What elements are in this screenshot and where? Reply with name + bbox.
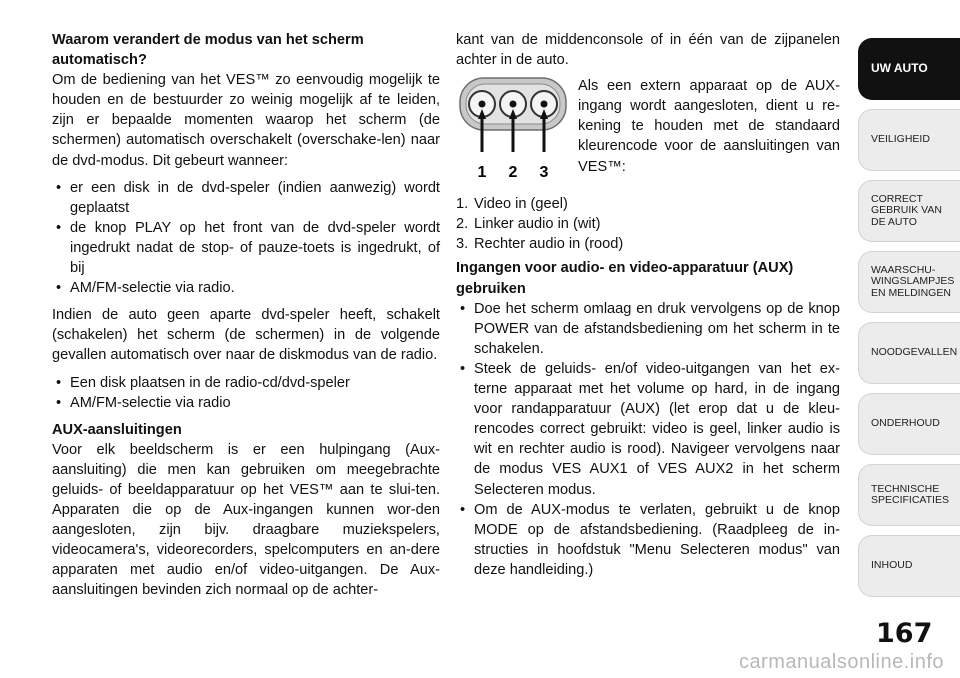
list-item: • Een disk plaatsen in de radio-cd/dvd-speler <box>52 373 440 393</box>
tab-waarschuwingslampjes[interactable]: WAARSCHU- WINGSLAMPJES EN MELDINGEN <box>858 251 960 313</box>
figure-caption-text: Als een extern apparaat op de AUX-ingang wordt aangesloten, dient u re-kening te houden met de standaard kleurencode voor de aansluitingen van VES™: <box>578 78 840 175</box>
tab-noodgevallen[interactable]: NOODGEVALLEN <box>858 322 960 384</box>
bullet-list-aux-usage <box>456 299 840 580</box>
watermark: carmanualsonline.info <box>738 651 944 673</box>
section-heading-mode-change: Waarom verandert de modus van het scherm automatisch? <box>52 32 364 69</box>
numbered-list-connectors <box>456 194 840 254</box>
jack-label-1: 1 <box>477 164 487 182</box>
list-text: Linker audio in (wit) <box>474 216 601 233</box>
list-item: • Om de AUX-modus te verlaten, gebruikt u de knop MODE op de afstandsbediening. (Raadpleeg de in-structies in hoofdstuk "Menu Selecteren modus" van deze handleiding.) <box>456 500 840 580</box>
list-number: 3. <box>456 236 469 253</box>
tab-correct-gebruik[interactable]: CORRECT GEBRUIK VAN DE AUTO <box>858 180 960 242</box>
list-item: • de knop PLAY op het front van de dvd-speler wordt ingedrukt nadat de stop- of pauze-toets is ingedrukt, of bij <box>52 218 440 278</box>
list-item: • Steek de geluids- en/of video-uitgangen van het ex-terne apparaat met het volume op hard, in de ingang voor randapparatuur (AUX) (let erop dat u de kleu-rencodes correct gebruikt: video is geel, linker audio is wit en rechter audio is rood). Navigeer vervolgens naar de modus VES AUX1 of VES AUX2 in het scherm Selecteren modus. <box>456 359 840 500</box>
jack-label-2: 2 <box>508 164 518 182</box>
tab-inhoud[interactable]: INHOUD <box>858 535 960 597</box>
paragraph-continued: kant van de middenconsole of in één van de zijpanelen achter in de auto. <box>456 32 840 69</box>
list-item: • er een disk in de dvd-speler (indien aanwezig) wordt geplaatst <box>52 178 440 218</box>
page-number: 167 <box>876 618 933 649</box>
bullet-list-dvd <box>52 178 440 299</box>
tab-technische-specificaties[interactable]: TECHNISCHE SPECIFICATIES <box>858 464 960 526</box>
list-item <box>456 194 840 214</box>
aux-jack-diagram <box>458 76 568 188</box>
list-number: 2. <box>456 216 469 233</box>
right-column <box>456 30 840 587</box>
left-column <box>52 30 440 601</box>
list-item <box>456 234 840 254</box>
list-text: Rechter audio in (rood) <box>474 236 624 253</box>
tab-uw-auto[interactable]: UW AUTO <box>858 38 960 100</box>
list-item: • AM/FM-selectie via radio. <box>52 278 440 298</box>
list-item <box>456 214 840 234</box>
list-item: • AM/FM-selectie via radio <box>52 393 440 413</box>
paragraph-intro: Om de bediening van het VES™ zo eenvoudig mogelijk te houden en de bestuurder zo weinig mogelijk af te leiden, zijn er bepaalde momenten waarop het scherm (de schermen) automatisch overschakelt (overschake-len) naar de dvd-modus. Dit gebeurt wanneer: <box>52 72 440 169</box>
list-text: Video in (geel) <box>474 196 568 213</box>
tab-veiligheid[interactable]: VEILIGHEID <box>858 109 960 171</box>
list-number: 1. <box>456 196 469 213</box>
jack-label-3: 3 <box>539 164 549 182</box>
chapter-tabs <box>858 38 960 606</box>
tab-onderhoud[interactable]: ONDERHOUD <box>858 393 960 455</box>
aux-jack-figure-block <box>456 76 840 188</box>
paragraph-no-dvd: Indien de auto geen aparte dvd-speler heeft, schakelt (schakelen) het scherm (de schermen) in de volgende gevallen automatisch over naar de diskmodus van de radio. <box>52 307 440 364</box>
section-heading-aux-usage: Ingangen voor audio- en video-apparatuur (AUX) gebruiken <box>456 260 794 297</box>
list-item: • Doe het scherm omlaag en druk vervolgens op de knop POWER van de afstandsbediening om het scherm in te schakelen. <box>456 299 840 359</box>
section-heading-aux: AUX-aansluitingen <box>52 421 182 438</box>
bullet-list-radio <box>52 373 440 413</box>
paragraph-aux: Voor elk beeldscherm is er een hulpingang (Aux-aansluiting) die men kan gebruiken om meegebrachte geluids- of beeldapparatuur op het VES™ aan te slui-ten. Apparaten die op de Aux-ingangen kunnen wor-den aangesloten, zijn bijv. draagbare muziekspelers, videocamera's, videorecorders, spelcomputers en an-dere apparaten met audio en/of video-uitgangen. De Aux-aansluitingen bevinden zich normaal op de achter- <box>52 441 440 599</box>
